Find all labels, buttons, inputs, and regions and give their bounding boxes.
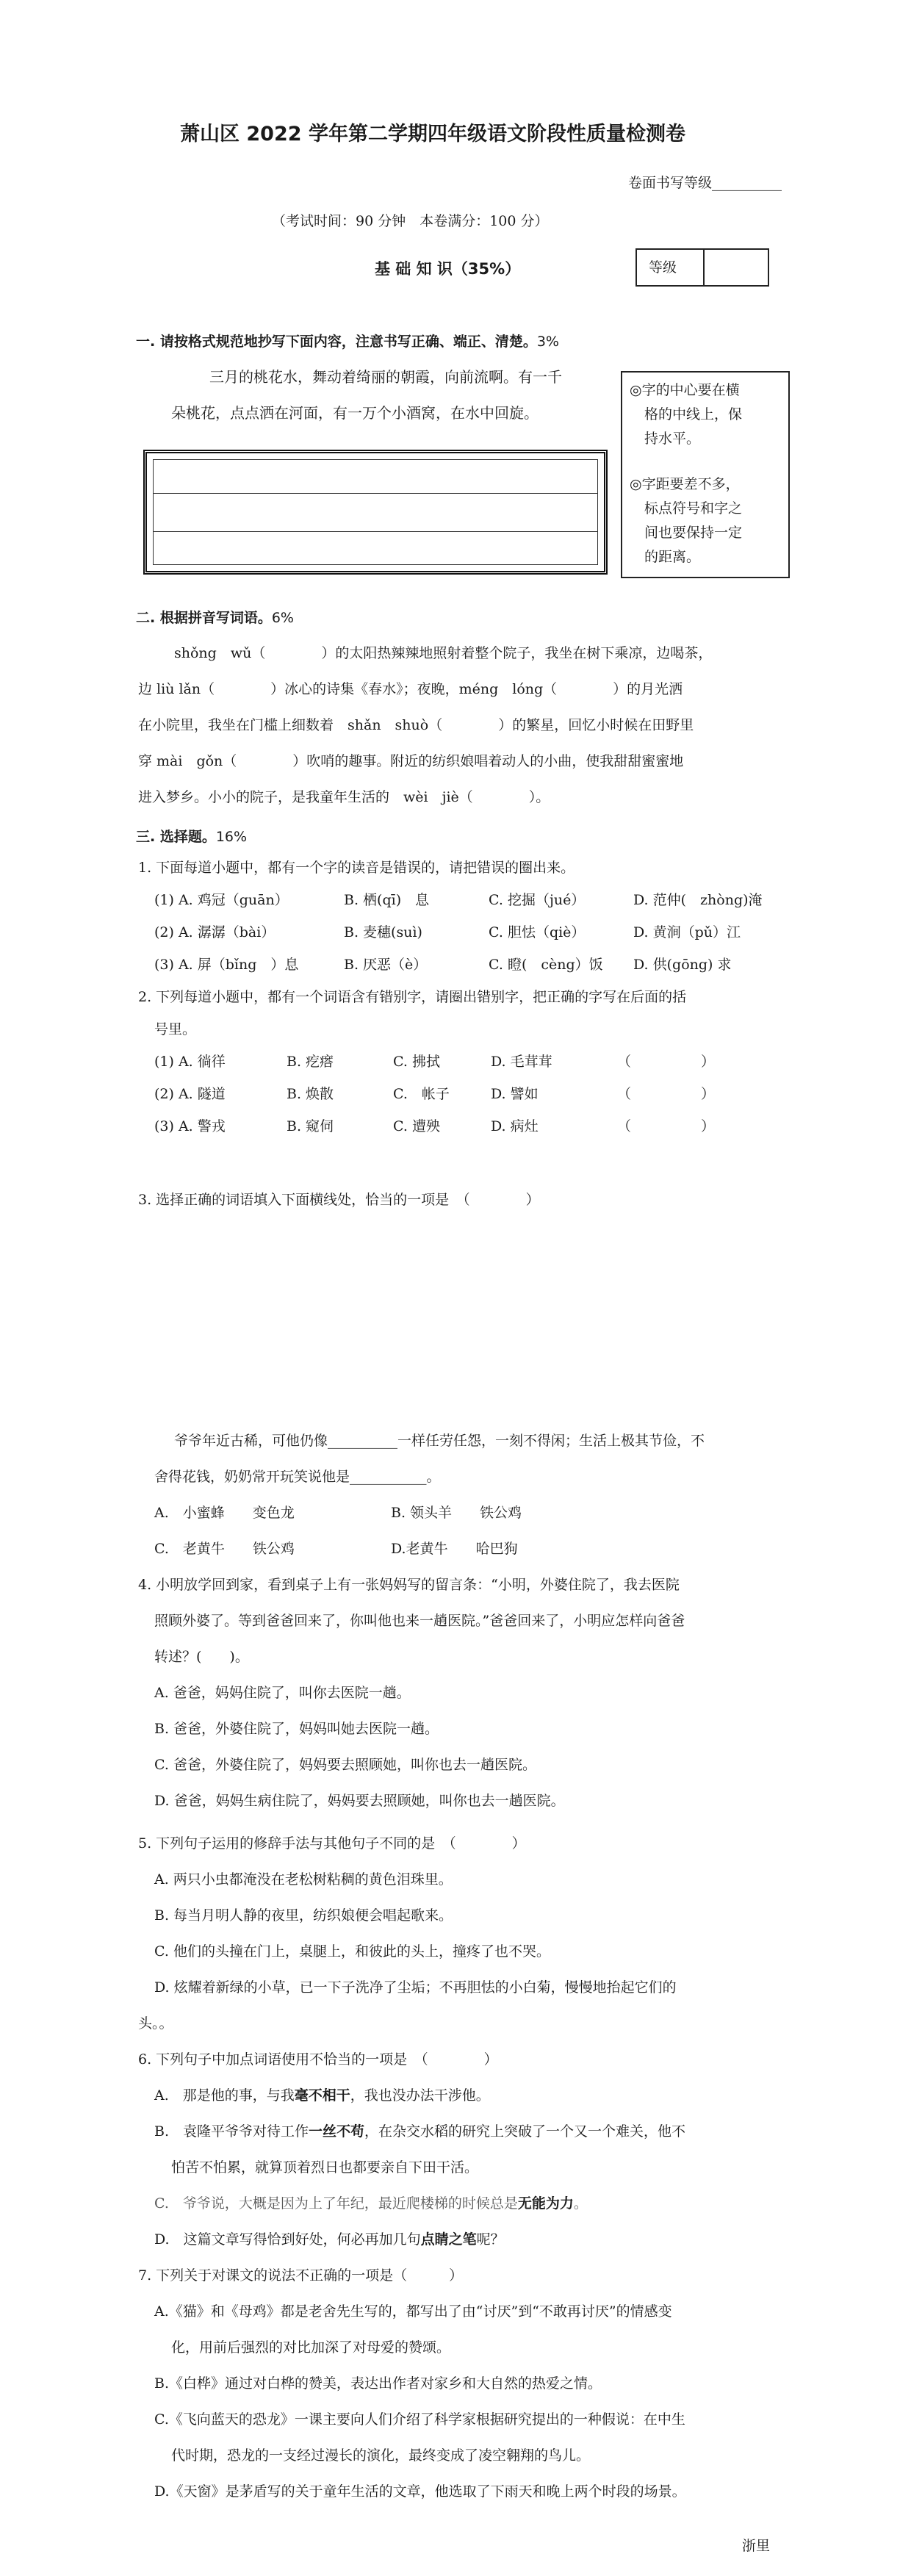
q3-7-option-b[interactable]: B.《白桦》通过对白桦的赞美，表达出作者对家乡和大自然的热爱之情。 — [154, 2375, 602, 2392]
q3-2-row1-b[interactable]: B. 疙瘩 — [287, 1054, 334, 1070]
q3-6-option-b2: 怕苦不怕累，就算顶着烈日也都要亲自下田干活。 — [171, 2159, 479, 2176]
q3-6-option-b[interactable] — [154, 2122, 685, 2141]
q1-heading-text: 一. 请按格式规范地抄写下面内容，注意书写正确、端正、清楚。 — [136, 334, 537, 350]
q3-6-option-d[interactable] — [154, 2230, 505, 2249]
q3-1-row3-d[interactable]: D. 供(gōng) 求 — [633, 957, 732, 973]
q3-score: 16% — [215, 829, 248, 845]
q3-1-row2-b[interactable]: B. 麦穗(suì) — [344, 924, 422, 940]
tip2-line2: 标点符号和字之 — [644, 500, 743, 517]
q3-6-b-bold: 一丝不苟 — [309, 2123, 365, 2140]
q3-2-row1-d[interactable]: D. 毛茸茸 — [491, 1054, 552, 1070]
grade-label: 等级 — [649, 259, 677, 276]
q3-2-row3-d[interactable]: D. 病灶 — [491, 1118, 539, 1134]
q3-7-option-d[interactable]: D.《天窗》是茅盾写的关于童年生活的文章，他选取了下雨天和晚上两个时段的场景。 — [154, 2483, 686, 2500]
page-title: 萧山区 2022 学年第二学期四年级语文阶段性质量检测卷 — [180, 123, 685, 145]
q3-5-option-a[interactable]: A. 两只小虫都淹没在老松树粘稠的黄色泪珠里。 — [154, 1871, 453, 1888]
q1-line1: 三月的桃花水，舞动着绮丽的朝霞，向前流啊。有一千 — [209, 368, 562, 386]
q3-heading — [136, 826, 247, 846]
q3-6-option-c[interactable] — [154, 2194, 588, 2213]
q3-4-line2: 照顾外婆了。等到爸爸回来了，你叫他也来一趟医院。”爸爸回来了，小明应怎样向爸爸 — [154, 1613, 685, 1629]
q3-5-stem: 5. 下列句子运用的修辞手法与其他句子不同的是 （ ） — [138, 1835, 526, 1852]
q2-line5: 进入梦乡。小小的院子，是我童年生活的 wèi jiè（ ）。 — [138, 789, 550, 805]
q3-2-row3-blank[interactable]: （ ） — [617, 1118, 716, 1134]
q3-6-c-bold: 无能为力 — [517, 2195, 574, 2212]
q3-6-b-pre: B. 袁隆平爷爷对待工作 — [154, 2123, 309, 2140]
q1-writing-grid[interactable] — [143, 450, 608, 575]
q3-1-row3-a[interactable]: (3) A. 屏（bǐng ）息 — [154, 957, 299, 973]
q1-score: 3% — [536, 334, 559, 350]
q3-6-a-pre: A. 那是他的事，与我 — [154, 2087, 295, 2104]
q3-7-stem: 7. 下列关于对课文的说法不正确的一项是（ ） — [138, 2267, 464, 2284]
q3-6-c-pre: C. 爷爷说，大概是因为上了年纪，最近爬楼梯的时候总是 — [154, 2195, 518, 2212]
q3-2-stem2: 号里。 — [154, 1021, 197, 1037]
q3-6-c-post: 。 — [573, 2195, 588, 2212]
tip1-line3: 持水平。 — [644, 431, 701, 447]
section-title: 基 础 知 识（35%） — [375, 260, 521, 278]
q3-2-row2-b[interactable]: B. 焕散 — [287, 1086, 334, 1102]
q2-heading-text: 二. 根据拼音写词语。 — [136, 610, 272, 626]
q1-heading — [136, 331, 559, 351]
q3-3-option-d[interactable]: D.老黄牛 哈巴狗 — [391, 1541, 518, 1557]
q3-2-row2-c[interactable]: C. 帐子 — [393, 1086, 450, 1102]
q3-4-option-b[interactable]: B. 爸爸，外婆住院了，妈妈叫她去医院一趟。 — [154, 1721, 439, 1737]
tip2-line4: 的距离。 — [644, 549, 701, 565]
q2-line1: shǒng wǔ（ ）的太阳热辣辣地照射着整个院子，我坐在树下乘凉，边喝茶， — [174, 645, 713, 661]
q3-5-option-c[interactable]: C. 他们的头撞在门上，桌腿上，和彼此的头上，撞疼了也不哭。 — [154, 1943, 550, 1960]
q3-5-option-d1[interactable]: D. 炫耀着新绿的小草，已一下子洗净了尘垢；不再胆怯的小白菊，慢慢地抬起它们的 — [154, 1979, 677, 1996]
q3-5-option-d2: 头。。 — [138, 2015, 173, 2032]
tip1-line2: 格的中线上，保 — [644, 406, 743, 422]
q2-line3: 在小院里，我坐在门槛上细数着 shǎn shuò（ ）的繁星，回忆小时候在田野里 — [138, 717, 694, 733]
q3-2-row3-a[interactable]: (3) A. 警戎 — [154, 1118, 226, 1134]
q3-2-row2-blank[interactable]: （ ） — [617, 1086, 716, 1102]
q3-2-row2-d[interactable]: D. 譬如 — [491, 1086, 539, 1102]
q3-1-row2-c[interactable]: C. 胆怯（qiè） — [489, 924, 586, 940]
q3-2-row1-a[interactable]: (1) A. 徜徉 — [154, 1054, 226, 1070]
q3-1-row1-a[interactable]: (1) A. 鸡冠（guān） — [154, 892, 289, 908]
q3-2-row1-c[interactable]: C. 拂拭 — [393, 1054, 440, 1070]
q3-7-option-c1[interactable]: C.《飞向蓝天的恐龙》一课主要向人们介绍了科学家根据研究提出的一种假说：在中生 — [154, 2411, 685, 2428]
q3-3-option-a[interactable]: A. 小蜜蜂 变色龙 — [154, 1505, 295, 1521]
q1-line2: 朵桃花，点点洒在河面，有一万个小酒窝，在水中回旋。 — [171, 404, 539, 422]
q3-7-option-a2: 化，用前后强烈的对比加深了对母爱的赞颂。 — [171, 2339, 451, 2356]
q3-2-row2-a[interactable]: (2) A. 隧道 — [154, 1086, 226, 1102]
q3-4-line1: 4. 小明放学回到家，看到桌子上有一张妈妈写的留言条：“小明，外婆住院了，我去医院 — [138, 1577, 680, 1593]
q3-2-row3-b[interactable]: B. 窥伺 — [287, 1118, 334, 1134]
q3-3-stem: 3. 选择正确的词语填入下面横线处，恰当的一项是 （ ） — [138, 1192, 540, 1208]
q3-1-row1-c[interactable]: C. 挖掘（jué） — [489, 892, 586, 908]
q3-heading-text: 三. 选择题。 — [136, 829, 216, 845]
q3-2-stem1: 2. 下列每道小题中，都有一个词语含有错别字，请圈出错别字，把正确的字写在后面的括 — [138, 989, 687, 1005]
q3-1-row2-d[interactable]: D. 黄涧（pǔ）江 — [633, 924, 741, 940]
q3-6-b-post: ，在杂交水稻的研究上突破了一个又一个难关，他不 — [364, 2123, 686, 2140]
q3-5-option-b[interactable]: B. 每当月明人静的夜里，纺织娘便会唱起歌来。 — [154, 1907, 453, 1924]
footer-mark: 浙里 — [742, 2538, 771, 2554]
q3-1-row1-b[interactable]: B. 栖(qī) 息 — [344, 892, 430, 908]
q2-score: 6% — [271, 610, 294, 626]
tip2-line3: 间也要保持一定 — [644, 525, 743, 541]
q3-1-row3-b[interactable]: B. 厌恶（è） — [344, 957, 428, 973]
q3-6-stem: 6. 下列句子中加点词语使用不恰当的一项是 （ ） — [138, 2051, 498, 2068]
q3-6-option-a[interactable] — [154, 2086, 490, 2105]
q3-6-d-pre: D. 这篇文章写得恰到好处，何必再加几句 — [154, 2231, 421, 2248]
q3-6-a-bold: 毫不相干 — [294, 2087, 350, 2104]
q3-4-option-c[interactable]: C. 爸爸，外婆住院了，妈妈要去照顾她，叫你也去一趟医院。 — [154, 1757, 536, 1773]
q3-7-option-c2: 代时期，恐龙的一支经过漫长的演化，最终变成了凌空翱翔的鸟儿。 — [171, 2447, 591, 2464]
q2-heading — [136, 607, 294, 627]
q3-4-option-d[interactable]: D. 爸爸，妈妈生病住院了，妈妈要去照顾她，叫你也去一趟医院。 — [154, 1793, 565, 1809]
q2-line4: 穿 mài gǒn（ ）吹哨的趣事。附近的纺织娘唱着动人的小曲，使我甜甜蜜蜜地 — [138, 753, 684, 769]
q3-1-row1-d[interactable]: D. 范仲( zhòng)淹 — [633, 892, 763, 908]
q3-6-d-bold: 点睛之笔 — [420, 2231, 477, 2248]
q3-7-option-a1[interactable]: A.《猫》和《母鸡》都是老舍先生写的，都写出了由“讨厌”到“不敢再讨厌”的情感变 — [154, 2303, 672, 2320]
q3-3-option-b[interactable]: B. 领头羊 铁公鸡 — [391, 1505, 522, 1521]
q2-line2: 边 liù lǎn（ ）冰心的诗集《春水》；夜晚，méng lóng（ ）的月光洒 — [138, 681, 683, 697]
tip1-line1: ◎字的中心要在横 — [630, 382, 740, 398]
q3-6-d-post: 呢？ — [476, 2231, 505, 2248]
q3-3-text1: 爷爷年近古稀，可他仍像__________一样任劳任怨，一刻不得闲；生活上极其节俭，不 — [174, 1433, 705, 1449]
tip2-line1: ◎字距要差不多， — [630, 476, 740, 492]
q3-1-row2-a[interactable]: (2) A. 潺潺（bài） — [154, 924, 276, 940]
q3-2-row1-blank[interactable]: （ ） — [617, 1054, 716, 1070]
grade-box — [635, 248, 769, 287]
q3-6-a-post: ，我也没办法干涉他。 — [350, 2087, 490, 2104]
q3-4-line3: 转述？( )。 — [154, 1649, 249, 1665]
handwriting-grade: 卷面书写等级__________ — [628, 175, 782, 191]
q3-1-stem: 1. 下面每道小题中，都有一个字的读音是错误的，请把错误的圈出来。 — [138, 860, 575, 876]
q3-3-option-c[interactable]: C. 老黄牛 铁公鸡 — [154, 1541, 295, 1557]
q3-2-row3-c[interactable]: C. 遭殃 — [393, 1118, 440, 1134]
q3-3-text2: 舍得花钱，奶奶常开玩笑说他是___________。 — [154, 1469, 441, 1485]
exam-info: （考试时间：90 分钟 本卷满分：100 分） — [272, 213, 549, 229]
q3-1-row3-c[interactable]: C. 瞪( cèng）饭 — [489, 957, 603, 973]
q3-4-option-a[interactable]: A. 爸爸，妈妈住院了，叫你去医院一趟。 — [154, 1685, 411, 1701]
